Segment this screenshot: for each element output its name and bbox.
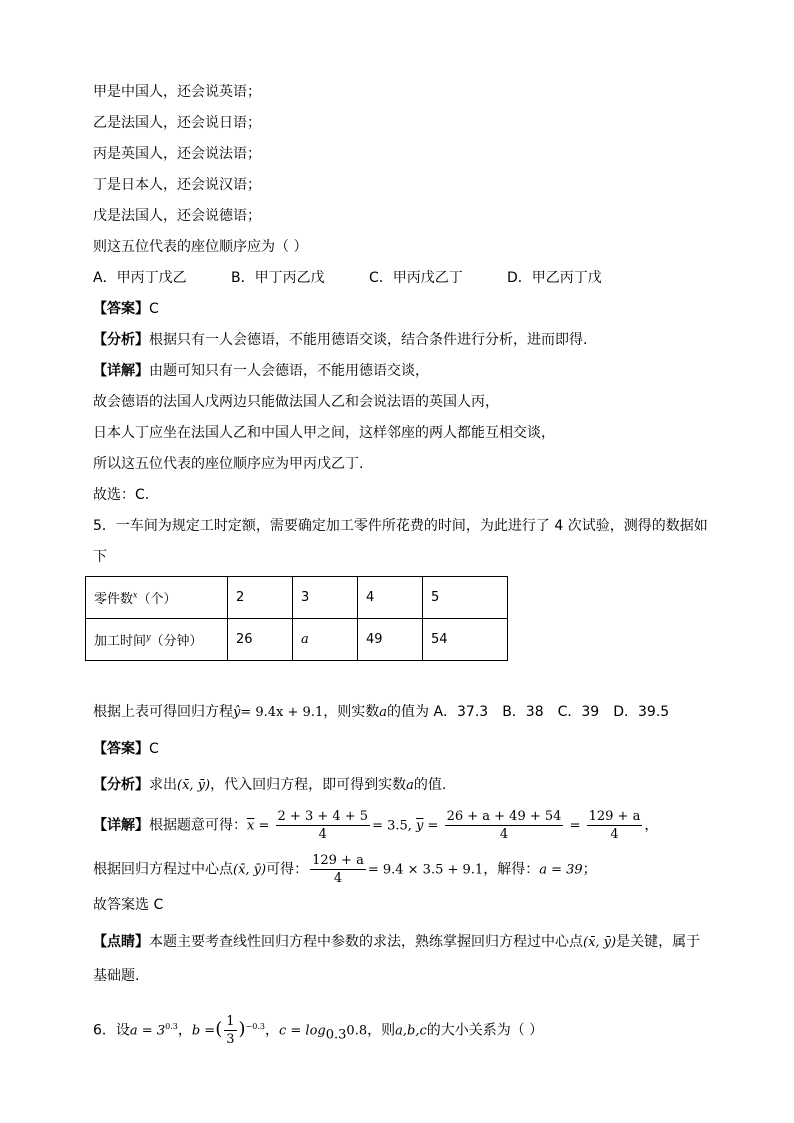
analysis-tag: 【分析】 — [93, 777, 149, 793]
text-line: 丁是日本人，还会说汉语； — [93, 177, 261, 193]
q4-detail — [93, 361, 429, 381]
detail-text: 由题可知只有一人会德语，不能用德语交谈， — [149, 363, 429, 379]
option-b: B．38 — [502, 704, 544, 720]
table-cell: 26 — [228, 619, 293, 661]
data-table — [85, 576, 508, 661]
table-cell: 2 — [228, 577, 293, 619]
fraction: $\frac{129 + a}{4}$ — [588, 809, 641, 842]
table-cell: 5 — [423, 577, 508, 619]
text-line: 所以这五位代表的座位顺序应为甲丙戊乙丁. — [93, 456, 364, 472]
option-b: B．甲丁丙乙戊 — [231, 270, 325, 286]
comment-tag: 【点睛】 — [93, 934, 149, 950]
answer-tag: 【答案】 — [93, 301, 149, 317]
q5-comment-cont: 基础题. — [93, 968, 140, 984]
q4-analysis — [93, 330, 587, 350]
table-cell: 49 — [358, 619, 423, 661]
q5-detail: 【详解】根据题意可得：$\overline{x}$ = $\frac{2 + 3 + 4 + 5}{4}$ = 3.5, $\overline{y}$ = $\frac{26 + a + 49 + 54}{4}$ = $\frac{129 + a}{4}$ ， — [93, 809, 659, 842]
answer-value: C — [149, 741, 159, 757]
text-line: 戊是法国人，还会说德语； — [93, 208, 261, 224]
table-cell: 54 — [423, 619, 508, 661]
y-hat: ŷ — [233, 705, 241, 720]
analysis-tag: 【分析】 — [93, 332, 149, 348]
q5-stem: 5．一车间为规定工时定额，需要确定加工零件所花费的时间，为此进行了 4 次试验，测得的数据如 — [93, 518, 708, 534]
table-row — [86, 619, 508, 661]
table-row — [86, 577, 508, 619]
answer-tag: 【答案】 — [93, 741, 149, 757]
q6-stem: 6．设$a = 3^{0.3}$，b =( $\frac{1}{3}$ )$^{-0.3}$，$c = \log_{0.3}0.8$，则a,b,c的大小关系为（ ） — [93, 1014, 544, 1047]
option-a: A．37.3 — [433, 704, 489, 720]
row-header: 加工时间$^y$（分钟） — [86, 619, 228, 661]
row-header: 零件数$^x$（个） — [86, 577, 228, 619]
text-line: 故选：C. — [93, 487, 150, 503]
text-line: 乙是法国人，还会说日语； — [93, 115, 261, 131]
q5-stem-cont: 下 — [93, 549, 107, 565]
text-line: 故会德语的法国人戊两边只能做法国人乙和会说法语的英国人丙， — [93, 394, 499, 410]
option-d: D．39.5 — [613, 704, 670, 720]
text-line: 甲是中国人，还会说英语； — [93, 84, 261, 100]
fraction: $\frac{2 + 3 + 4 + 5}{4}$ — [277, 809, 369, 842]
fraction: $\frac{129 + a}{4}$ — [312, 853, 364, 886]
text-line: 丙是英国人，还会说法语； — [93, 146, 261, 162]
q5-final: 故答案选 C — [93, 897, 164, 913]
question-prompt: 则这五位代表的座位顺序应为（ ） — [93, 239, 308, 255]
q5-question: 根据上表可得回归方程ŷ= 9.4x + 9.1，则实数a的值为 A．37.3 B．38 C．39 D．39.5 — [93, 704, 670, 720]
table-cell: a — [293, 619, 358, 661]
q4-options — [93, 268, 602, 288]
q5-comment: 【点睛】本题主要考查线性回归方程中参数的求法，熟练掌握回归方程过中心点(x̄, ȳ)是关键，属于 — [93, 934, 701, 950]
detail-tag: 【详解】 — [93, 363, 149, 379]
q5-detail-2: 根据回归方程过中心点(x̄, ȳ)可得： $\frac{129 + a}{4}$ = 9.4 × 3.5 + 9.1，解得：a = 39； — [93, 853, 597, 886]
option-c: C．39 — [557, 704, 600, 720]
fraction: $\frac{1}{3}$ — [226, 1014, 235, 1047]
table-cell: 4 — [358, 577, 423, 619]
q5-answer — [93, 739, 159, 759]
q5-analysis: 【分析】求出(x̄, ȳ)，代入回归方程，即可得到实数a的值. — [93, 777, 447, 793]
q4-answer — [93, 299, 159, 319]
option-c: C．甲丙戊乙丁 — [369, 270, 463, 286]
analysis-text: 根据只有一人会德语，不能用德语交谈，结合条件进行分析，进而即得. — [149, 332, 588, 348]
answer-value: C — [149, 301, 159, 317]
fraction: $\frac{26 + a + 49 + 54}{4}$ — [446, 809, 562, 842]
text-line: 日本人丁应坐在法国人乙和中国人甲之间，这样邻座的两人都能互相交谈， — [93, 425, 555, 441]
table-cell: 3 — [293, 577, 358, 619]
option-d: D．甲乙丙丁戊 — [507, 270, 602, 286]
option-a: A．甲丙丁戊乙 — [93, 270, 187, 286]
detail-tag: 【详解】 — [93, 817, 149, 834]
